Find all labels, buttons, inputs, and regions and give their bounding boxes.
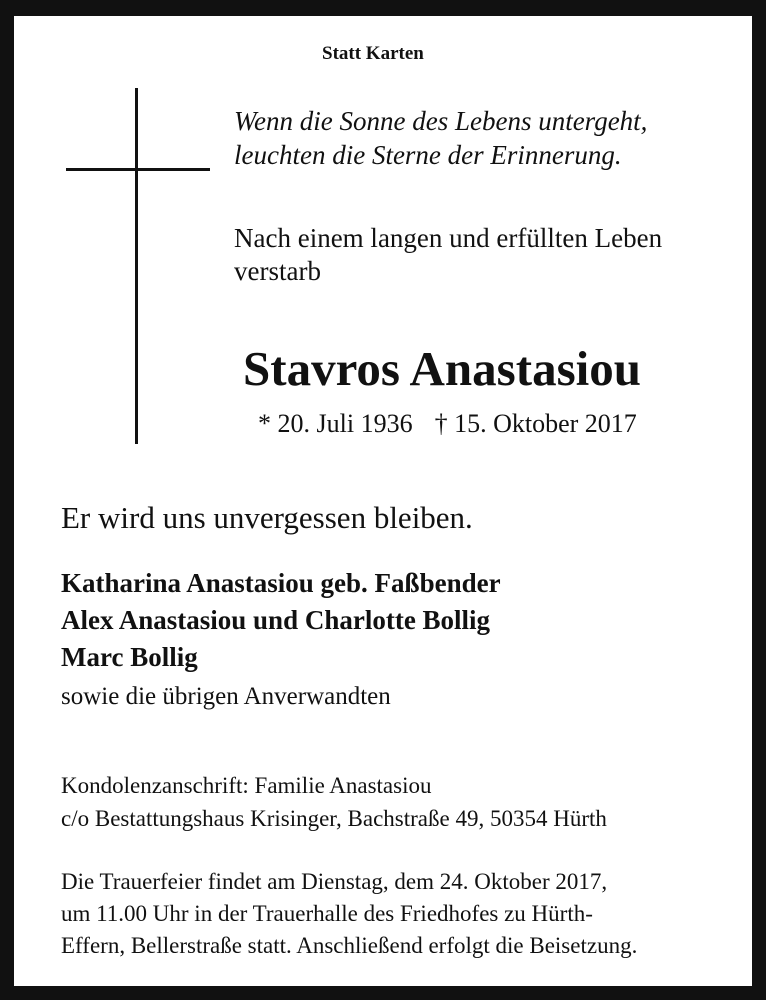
life-dates [258, 409, 637, 439]
service-info [61, 866, 705, 962]
quote-line: leuchten die Sterne der Erinnerung. [234, 140, 622, 170]
other-relatives: sowie die übrigen Anverwandten [61, 683, 391, 710]
birth-date: * 20. Juli 1936 [258, 409, 413, 438]
service-line: Die Trauerfeier findet am Dienstag, dem 24. Oktober 2017, [61, 869, 608, 894]
header-label: Statt Karten [322, 43, 424, 64]
mourner-name: Katharina Anastasiou geb. Faßbender [61, 568, 501, 598]
service-line: um 11.00 Uhr in der Trauerhalle des Friedhofes zu Hürth- [61, 901, 593, 926]
memorial-quote [234, 104, 647, 172]
cross-icon-horizontal [66, 168, 210, 171]
quote-line: Wenn die Sonne des Lebens untergeht, [234, 106, 648, 136]
address-line: c/o Bestattungshaus Krisinger, Bachstraße 49, 50354 Hürth [61, 806, 607, 831]
mourner-name: Alex Anastasiou und Charlotte Bollig [61, 605, 491, 635]
death-date: † 15. Oktober 2017 [434, 409, 637, 438]
deceased-name: Stavros Anastasiou [243, 341, 642, 396]
intro-text [234, 222, 662, 288]
cross-icon-vertical [135, 88, 138, 444]
remembrance-text: Er wird uns unvergessen bleiben. [61, 500, 473, 535]
intro-line: verstarb [234, 256, 321, 286]
service-line: Effern, Bellerstraße statt. Anschließend erfolgt die Beisetzung. [61, 933, 638, 958]
mourner-name: Marc Bollig [61, 642, 198, 672]
address-line: Kondolenzanschrift: Familie Anastasiou [61, 773, 432, 798]
condolence-address [61, 769, 607, 835]
intro-line: Nach einem langen und erfüllten Leben [234, 223, 663, 253]
mourners-list [61, 565, 501, 676]
